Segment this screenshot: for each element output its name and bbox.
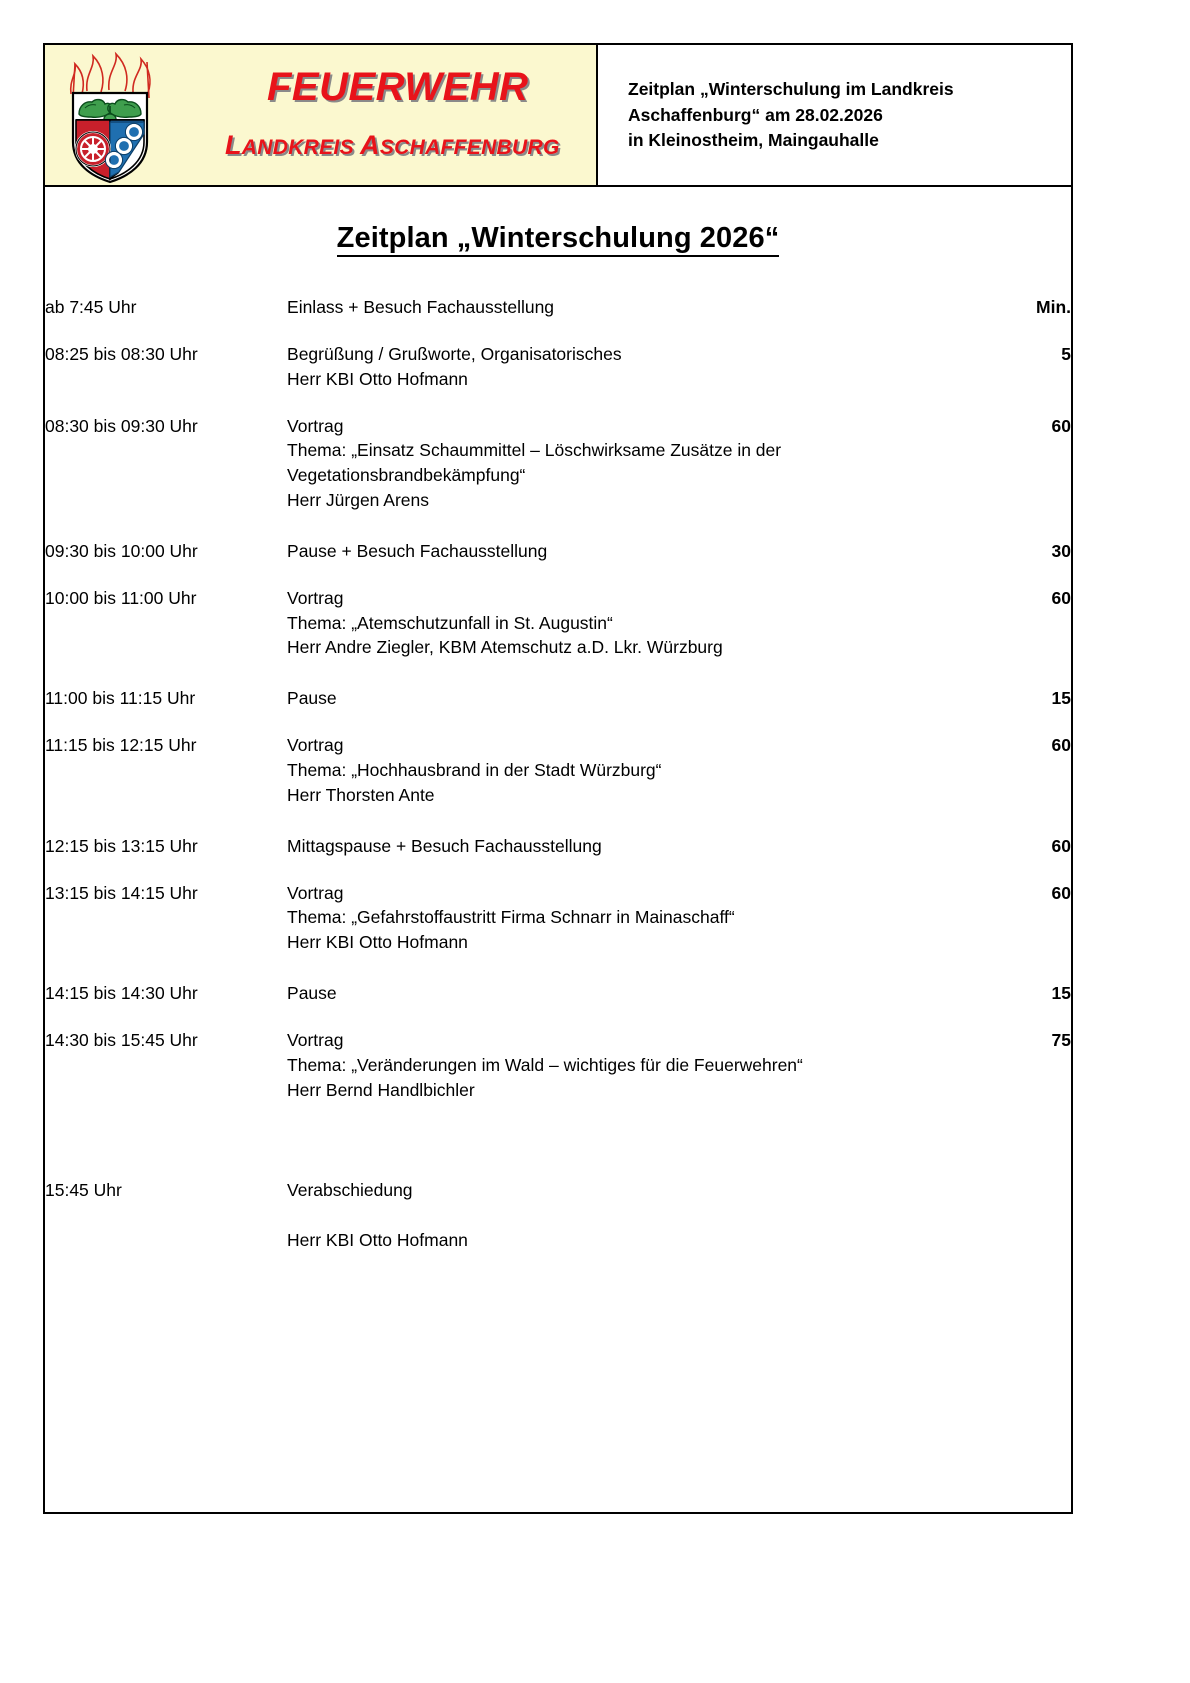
schedule-description-line: Vortrag xyxy=(287,1029,344,1050)
table-row xyxy=(45,881,1071,982)
schedule-description-line: Herr Jürgen Arens xyxy=(287,490,430,511)
schedule-time: 15:45 Uhr xyxy=(45,1180,122,1201)
schedule-description-line: Mittagspause + Besuch Fachausstellung xyxy=(287,835,602,856)
schedule-time: ab 7:45 Uhr xyxy=(45,297,137,317)
schedule-minutes xyxy=(982,1178,1071,1279)
document-body xyxy=(45,222,1071,1547)
table-row xyxy=(45,539,1071,586)
schedule-description xyxy=(287,586,982,687)
header-subject-block xyxy=(598,45,1071,185)
schedule-description-line: Vortrag xyxy=(287,735,344,756)
schedule-minutes: 60 xyxy=(1051,882,1071,903)
schedule-description xyxy=(287,686,982,733)
schedule-time: 08:30 bis 09:30 Uhr xyxy=(45,415,198,436)
wordmark-andkreis: ANDKREIS xyxy=(241,136,361,159)
schedule-minutes: 75 xyxy=(1051,1029,1071,1050)
table-row xyxy=(45,1178,1071,1279)
schedule-description-line: Verabschiedung xyxy=(287,1180,413,1201)
schedule-time: 09:30 bis 10:00 Uhr xyxy=(45,540,198,561)
schedule-minutes: 60 xyxy=(1051,415,1071,436)
schedule-table xyxy=(45,295,1071,1279)
schedule-description-line: Herr Andre Ziegler, KBM Atemschutz a.D. Lkr. Würzburg xyxy=(287,637,723,658)
schedule-minutes: 15 xyxy=(1051,688,1071,709)
header-line-3: in Kleinostheim, Maingauhalle xyxy=(628,130,879,151)
schedule-minutes: 15 xyxy=(1051,983,1071,1004)
schedule-time: 08:25 bis 08:30 Uhr xyxy=(45,343,198,364)
table-row xyxy=(45,586,1071,687)
document-header xyxy=(45,45,1071,187)
schedule-description xyxy=(287,733,982,834)
schedule-description-line: Herr KBI Otto Hofmann xyxy=(287,368,468,389)
table-row xyxy=(45,834,1071,881)
wordmark-feuerwehr: FEUERWEHR xyxy=(267,65,529,109)
schedule-description-line: Thema: „Atemschutzunfall in St. Augustin“ xyxy=(287,612,613,633)
schedule-description-line: Thema: „Veränderungen im Wald – wichtiges für die Feuerwehren“ xyxy=(287,1054,803,1075)
page-title xyxy=(45,222,1071,255)
schedule-description xyxy=(287,1178,982,1279)
schedule-description xyxy=(287,834,982,881)
schedule-description xyxy=(287,539,982,586)
schedule-description-line: Pause + Besuch Fachausstellung xyxy=(287,540,548,561)
schedule-table-body xyxy=(45,295,1071,1279)
schedule-description xyxy=(287,881,982,982)
schedule-time: 10:00 bis 11:00 Uhr xyxy=(45,587,197,608)
schedule-minutes: 30 xyxy=(1051,540,1071,561)
schedule-description-line: Thema: „Gefahrstoffaustritt Firma Schnarr in Mainaschaff“ xyxy=(287,907,735,928)
table-row xyxy=(45,733,1071,834)
wordmark-landkreis-aschaffenburg xyxy=(225,130,560,161)
schedule-minutes: 60 xyxy=(1051,835,1071,856)
schedule-minutes: 5 xyxy=(1061,343,1071,364)
schedule-description-line: Thema: „Einsatz Schaummittel – Löschwirksame Zusätze in der xyxy=(287,440,782,461)
row-spacer-cell xyxy=(982,1128,1071,1178)
table-row xyxy=(45,295,1071,342)
schedule-description-line: Einlass + Besuch Fachausstellung xyxy=(287,297,555,317)
schedule-time: 14:15 bis 14:30 Uhr xyxy=(45,983,198,1004)
table-row xyxy=(45,1028,1071,1129)
row-spacer-cell xyxy=(45,1128,287,1178)
schedule-time: 11:00 bis 11:15 Uhr xyxy=(45,688,196,709)
schedule-description xyxy=(287,981,982,1028)
schedule-description-line: Begrüßung / Grußworte, Organisatorisches xyxy=(287,343,622,364)
logo-panel xyxy=(45,45,598,185)
schedule-minutes: 60 xyxy=(1051,587,1071,608)
table-row xyxy=(45,342,1071,414)
schedule-description-line: Thema: „Hochhausbrand in der Stadt Würzburg“ xyxy=(287,759,662,780)
row-spacer-cell xyxy=(287,1128,982,1178)
wordmark xyxy=(171,45,596,185)
schedule-description xyxy=(287,1028,982,1129)
table-row xyxy=(45,414,1071,539)
schedule-description-line: Herr Bernd Handlbichler xyxy=(287,1079,475,1100)
row-spacer xyxy=(45,1128,1071,1178)
schedule-description-line: Vortrag xyxy=(287,415,344,436)
schedule-minutes: 60 xyxy=(1051,735,1071,756)
schedule-description xyxy=(287,414,982,539)
schedule-description-line: Pause xyxy=(287,983,337,1004)
coat-of-arms-icon xyxy=(49,46,171,184)
schedule-description-line: Herr KBI Otto Hofmann xyxy=(287,1230,468,1251)
schedule-description-line: Pause xyxy=(287,688,337,709)
wordmark-l: L xyxy=(225,130,242,160)
schedule-description-line: Herr Thorsten Ante xyxy=(287,784,435,805)
table-row xyxy=(45,981,1071,1028)
schedule-description xyxy=(287,295,982,342)
wordmark-schaffenburg: SCHAFFENBURG xyxy=(379,136,560,159)
header-line-1: Zeitplan „Winterschulung im Landkreis xyxy=(628,79,954,99)
table-row xyxy=(45,686,1071,733)
schedule-time: 14:30 bis 15:45 Uhr xyxy=(45,1029,198,1050)
schedule-min-header: Min. xyxy=(1036,297,1071,317)
schedule-time: 11:15 bis 12:15 Uhr xyxy=(45,735,197,756)
header-line-2: Aschaffenburg“ am 28.02.2026 xyxy=(628,104,883,125)
wordmark-a: A xyxy=(360,130,380,160)
schedule-description xyxy=(287,342,982,414)
schedule-description-line: Vortrag xyxy=(287,882,344,903)
schedule-time: 13:15 bis 14:15 Uhr xyxy=(45,882,198,903)
schedule-description-line xyxy=(287,1203,982,1228)
schedule-description-line: Vortrag xyxy=(287,587,344,608)
schedule-description-line: Herr KBI Otto Hofmann xyxy=(287,932,468,953)
schedule-time: 12:15 bis 13:15 Uhr xyxy=(45,835,198,856)
document-page xyxy=(43,43,1073,1514)
page-title-text: Zeitplan „Winterschulung 2026“ xyxy=(337,222,780,257)
schedule-description-line: Vegetationsbrandbekämpfung“ xyxy=(287,465,526,486)
